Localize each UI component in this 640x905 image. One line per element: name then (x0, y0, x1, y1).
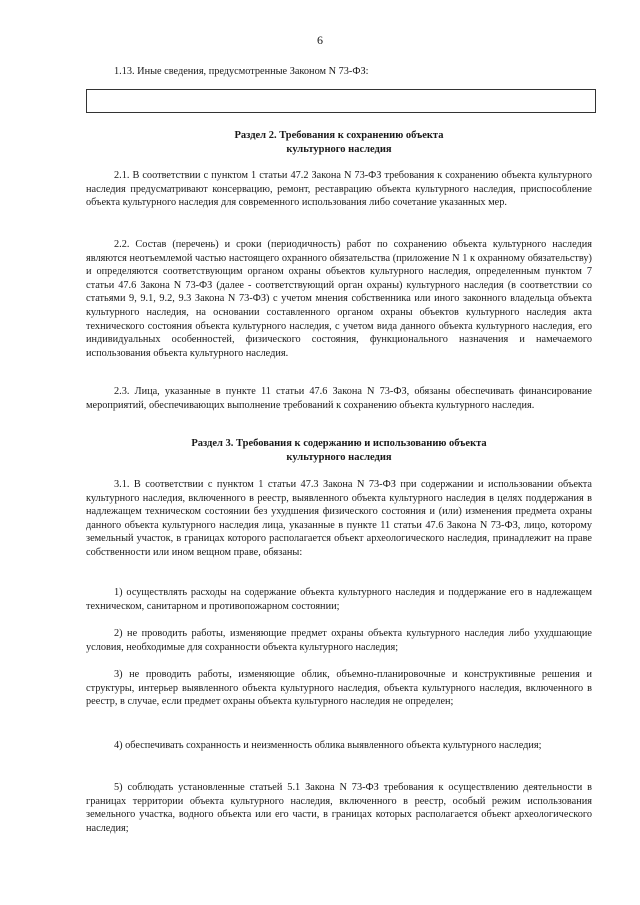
section-2-heading (86, 129, 592, 157)
paragraph-text: 2.2. Состав (перечень) и сроки (периодичность) работ по сохранению объекта культурного наследия являются неотъемлемой частью настоящего охранного обязательства (приложение N 1 к охранному обязательству) и определяются соответствующим органом охраны объектов культурного наследия, определенным пунктом 7 статьи 47.6 Закона N 73-ФЗ (далее - соответствующий орган охраны) культурного наследия (в соответствии со статьями 9, 9.1, 9.2, 9.3 Закона N 73-ФЗ) с учетом мнения собственника или иного законного владельца объекта культурного наследия, на основании составленного органом охраны объектов культурного наследия акта технического состояния объекта культурного наследия, с учетом вида данного объекта культурного наследия, его индивидуальных особенностей, физического состояния, функционального назначения и намечаемого использования объекта культурного наследия. (86, 239, 592, 359)
item-1-13-label (86, 65, 592, 79)
paragraph-2-3 (86, 385, 592, 412)
list-item-4 (86, 739, 592, 753)
list-item-1 (86, 586, 592, 613)
paragraph-2-2 (86, 238, 592, 360)
paragraph-text: 2.3. Лица, указанные в пункте 11 статьи 47.6 Закона N 73-ФЗ, обязаны обеспечивать финансирование мероприятий, обеспечивающих выполнение требований к сохранению объекта культурного наследия. (86, 386, 592, 411)
list-item-text: 4) обеспечивать сохранность и неизменность облика выявленного объекта культурного наследия; (114, 740, 542, 751)
paragraph-3-1 (86, 478, 592, 560)
section-3-title-line2: культурного наследия (286, 452, 392, 463)
paragraph-2-1 (86, 169, 592, 210)
list-item-3 (86, 668, 592, 709)
item-1-13-value-box (86, 89, 596, 113)
paragraph-text: 3.1. В соответствии с пунктом 1 статьи 47.3 Закона N 73-ФЗ при содержании и использовании объекта культурного наследия, включенного в реестр, выявленного объекта культурного наследия в целях поддержания в надлежащем техническом состоянии без ухудшения физического состояния и (или) изменения предмета охраны данного объекта культурного наследия лица, указанные в пункте 11 статьи 47.6 Закона N 73-ФЗ, лицо, которому земельный участок, в границах которого располагается объект археологического наследия, принадлежит на праве собственности или ином вещном праве, обязаны: (86, 479, 592, 558)
list-item-text: 2) не проводить работы, изменяющие предмет охраны объекта культурного наследия либо ухудшающие условия, необходимые для сохранности объекта культурного наследия; (86, 628, 592, 653)
list-item-text: 1) осуществлять расходы на содержание объекта культурного наследия и поддержание его в надлежащем техническом, санитарном и противопожарном состоянии; (86, 587, 592, 612)
section-2-title-line2: культурного наследия (286, 144, 392, 155)
item-1-13-text: 1.13. Иные сведения, предусмотренные Законом N 73-ФЗ: (114, 66, 369, 77)
paragraph-text: 2.1. В соответствии с пунктом 1 статьи 47.2 Закона N 73-ФЗ требования к сохранению объекта культурного наследия предусматривают консервацию, ремонт, реставрацию объекта культурного наследия, приспособление объекта культурного наследия для современного использования либо сочетание указанных мер. (86, 170, 592, 209)
section-3-title-line1: Раздел 3. Требования к содержанию и использованию объекта (191, 438, 487, 449)
list-item-text: 3) не проводить работы, изменяющие облик, объемно-планировочные и конструктивные решения и структуры, интерьер выявленного объекта культурного наследия, объекта культурного наследия, включенного в реестр, в случае, если предмет охраны объекта культурного наследия не определен; (86, 669, 592, 708)
page-number: 6 (317, 33, 323, 47)
list-item-text: 5) соблюдать установленные статьей 5.1 Закона N 73-ФЗ требования к осуществлению деятельности в границах территории объекта культурного наследия, включенного в реестр, особый режим использования земельного участка, водного объекта или его части, в границах которых располагается объект археологического наследия; (86, 782, 592, 834)
list-item-5 (86, 781, 592, 835)
section-3-heading (86, 437, 592, 465)
section-2-title-line1: Раздел 2. Требования к сохранению объекта (234, 130, 444, 141)
list-item-2 (86, 627, 592, 654)
